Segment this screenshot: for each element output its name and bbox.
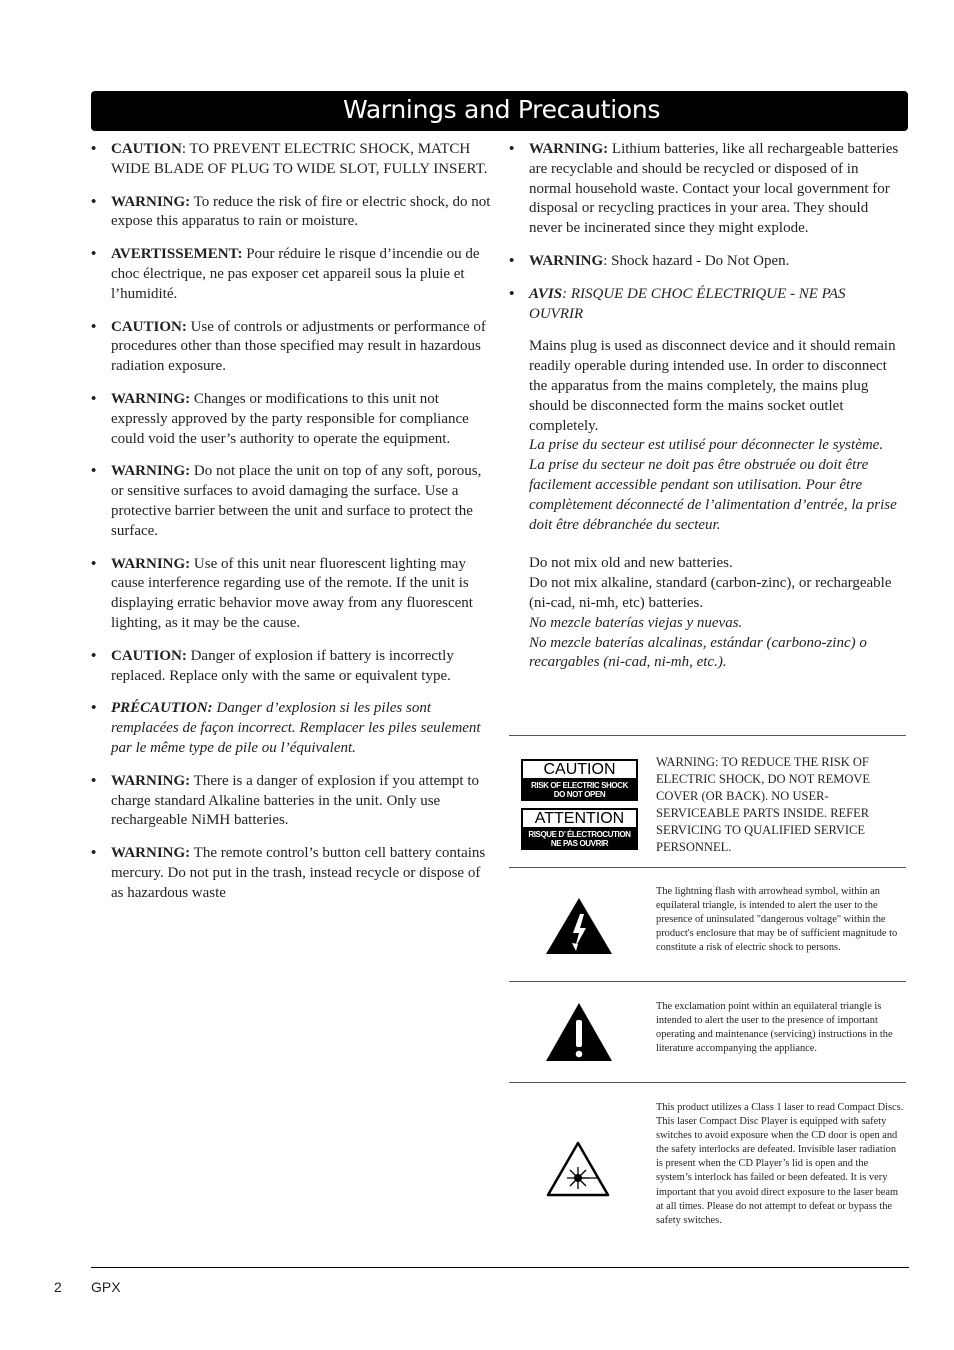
right-column xyxy=(509,140,901,673)
mains-plug-text: Mains plug is used as disconnect device and it should remain readily operable during intended use. In order to disconnect the apparatus from the mains completely, the mains plug should be disconnected form the mains socket outlet completely. xyxy=(529,338,896,434)
warning-item: • CAUTION: Danger of explosion if battery is incorrectly replaced. Replace only with the same or equivalent type. xyxy=(91,647,454,684)
title-bar xyxy=(91,91,908,131)
warning-item: • PRÉCAUTION: Danger d’explosion si les piles sont remplacées de façon incorrect. Remplacer les piles seulement par le même type de pile ou l’équivalent. xyxy=(91,700,481,756)
page-title: Warnings and Precautions xyxy=(343,95,661,124)
warning-item: • WARNING: Lithium batteries, like all rechargeable batteries are recyclable and should be recycled or disposed of in normal household waste. Contact your local government for disposal or recycling practices in your area. They should never be incinerated since they might explode. xyxy=(509,141,899,237)
warning-item: • AVIS: RISQUE DE CHOC ÉLECTRIQUE - NE PAS OUVRIR xyxy=(509,285,846,322)
divider xyxy=(509,981,906,982)
mains-plug-fr-2: La prise du secteur ne doit pas être obstruée ou doit être facilement accessible pendant son utilisation. Pour être complètement déconnecté de l’alimentation d’entrée, la prise doit être débranchée du secteur. xyxy=(529,457,897,533)
caution-label: CAUTION RISK OF ELECTRIC SHOCK DO NOT OPEN xyxy=(521,759,638,801)
warning-item: • WARNING: There is a danger of explosion if you attempt to charge standard Alkaline batteries in the unit. Only use rechargeable NiMH batteries. xyxy=(91,772,479,829)
mains-plug-fr-1: La prise du secteur est utilisé pour déconnecter le système. xyxy=(529,437,884,454)
warning-item: • WARNING: Do not place the unit on top of any soft, porous, or sensitive surfaces to avoid damaging the surface. Use a protective barrier between the unit and surface to protect the surface. xyxy=(91,463,482,539)
exclamation-triangle-icon xyxy=(544,1001,614,1063)
warning-item: • WARNING: Changes or modifications to this unit not expressly approved by the party responsible for compliance could void the user’s authority to operate the equipment. xyxy=(91,390,469,447)
warning-item: • WARNING: Shock hazard - Do Not Open. xyxy=(509,252,790,269)
warning-item: • WARNING: To reduce the risk of fire or electric shock, do not expose this apparatus to rain or moisture. xyxy=(91,193,491,230)
warning-item: • WARNING: Use of this unit near fluorescent lighting may cause interference regarding use of the remote. If the unit is displaying erratic behavior move away from any fluorescent lighting, as it may be the cause. xyxy=(91,555,473,631)
laser-text: This product utilizes a Class 1 laser to read Compact Discs. This laser Compact Disc Player is equipped with safety switches to avoid exposure when the CD door is open and the safety interlocks are defeated. Invisible laser radiation is present when the CD Player’s lid is open and the system’s interlock has failed or been defeated. It is very important that you avoid direct exposure to the laser beam at all times. Please do not attempt to defeat or bypass the safety switches. xyxy=(656,1102,904,1226)
laser-warning-icon xyxy=(545,1140,611,1198)
batteries-es-1: No mezcle baterías viejas y nuevas. xyxy=(529,614,743,631)
warning-item: • CAUTION: TO PREVENT ELECTRIC SHOCK, MATCH WIDE BLADE OF PLUG TO WIDE SLOT, FULLY INSERT. xyxy=(91,141,488,177)
divider xyxy=(509,867,906,868)
cover-warning-text: WARNING: TO REDUCE THE RISK OF ELECTRIC SHOCK, DO NOT REMOVE COVER (OR BACK). NO USER-SERVICEABLE PARTS INSIDE. REFER SERVICING TO QUALIFIED SERVICE PERSONNEL. xyxy=(656,755,871,854)
divider xyxy=(509,735,906,736)
left-column xyxy=(91,140,491,917)
footer-divider xyxy=(91,1267,909,1268)
attention-label: ATTENTION RISQUE D’ ÉLECTROCUTION NE PAS OUVRIR xyxy=(521,808,638,850)
divider xyxy=(509,1082,906,1083)
batteries-es-2: No mezcle baterías alcalinas, estándar (carbono-zinc) o recargables (ni-cad, ni-mh, etc.). xyxy=(529,634,867,671)
footer-brand: GPX xyxy=(91,1279,121,1295)
warning-item: • CAUTION: Use of controls or adjustments or performance of procedures other than those specified may result in hazardous radiation exposure. xyxy=(91,318,486,375)
warning-item: • WARNING: The remote control’s button cell battery contains mercury. Do not put in the trash, instead recycle or dispose of as hazardous waste xyxy=(91,845,486,901)
batteries-text-1: Do not mix old and new batteries. xyxy=(529,555,733,572)
lightning-text: The lightning flash with arrowhead symbol, within an equilateral triangle, is intended to alert the user to the presence of uninsulated "dangerous voltage" within the product's enclosure that may be of sufficient magnitude to constitute a risk of electric shock to persons. xyxy=(656,886,898,954)
exclamation-text: The exclamation point within an equilateral triangle is intended to alert the user to the presence of important operating and maintenance (servicing) instructions in the literature accompanying the appliance. xyxy=(656,1001,893,1055)
page-number: 2 xyxy=(54,1279,62,1295)
batteries-text-2: Do not mix alkaline, standard (carbon-zinc), or rechargeable (ni-cad, ni-mh, etc) batteries. xyxy=(529,575,892,611)
warning-item: • AVERTISSEMENT: Pour réduire le risque d’incendie ou de choc électrique, ne pas exposer cet appareil sous la pluie et l’humidité. xyxy=(91,246,480,302)
lightning-triangle-icon xyxy=(544,896,614,956)
